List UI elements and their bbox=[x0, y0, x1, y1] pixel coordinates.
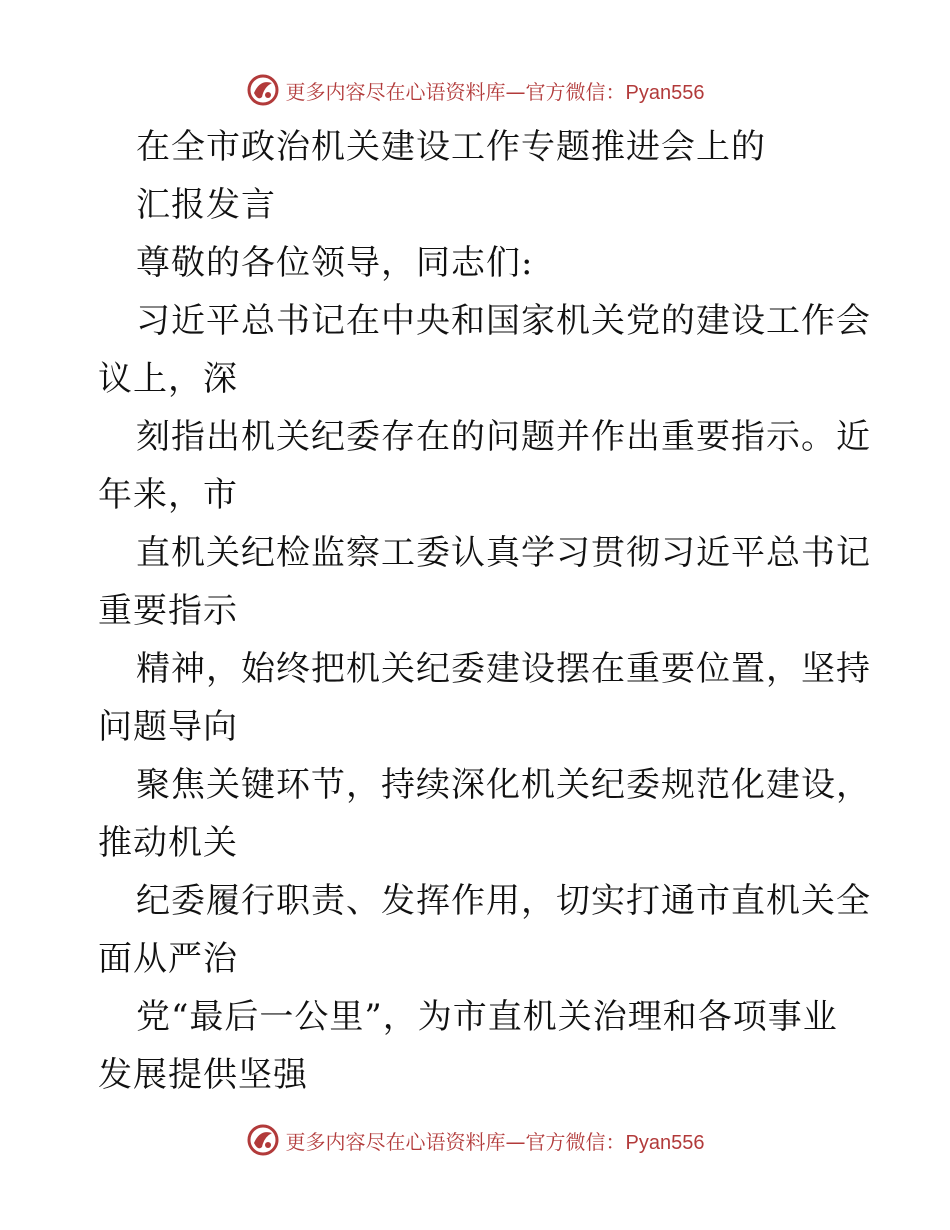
footer-banner bbox=[0, 1120, 950, 1160]
doc-line: 聚焦关键环节，持续深化机关纪委规范化建设， bbox=[136, 765, 871, 805]
footer-banner-text: 更多内容尽在心语资料库—官方微信：Pyan556 bbox=[285, 1129, 705, 1154]
doc-line: 发展提供坚强 bbox=[98, 1055, 308, 1095]
doc-salutation: 尊敬的各位领导，同志们: bbox=[136, 243, 534, 283]
doc-line: 年来，市 bbox=[98, 475, 238, 515]
doc-line: 党“最后一公里”，为市直机关治理和各项事业 bbox=[136, 997, 838, 1037]
doc-line: 问题导向 bbox=[98, 707, 238, 747]
doc-line: 习近平总书记在中央和国家机关党的建设工作会 bbox=[136, 301, 871, 341]
doc-title-line-1: 在全市政治机关建设工作专题推进会上的 bbox=[136, 127, 766, 167]
doc-line: 议上，深 bbox=[98, 359, 238, 399]
document-body bbox=[98, 118, 871, 1104]
red-swirl-logo-icon bbox=[246, 1123, 280, 1157]
header-banner-text: 更多内容尽在心语资料库—官方微信：Pyan556 bbox=[285, 79, 705, 104]
doc-line: 推动机关 bbox=[98, 823, 238, 863]
doc-line: 纪委履行职责、发挥作用，切实打通市直机关全 bbox=[136, 881, 871, 921]
doc-title-line-2: 汇报发言 bbox=[136, 185, 276, 225]
doc-line: 刻指出机关纪委存在的问题并作出重要指示。近 bbox=[136, 417, 871, 457]
footer-wechat-id: Pyan556 bbox=[625, 1131, 705, 1154]
doc-line: 重要指示 bbox=[98, 591, 238, 631]
header-banner bbox=[0, 70, 950, 110]
red-swirl-logo-icon bbox=[246, 73, 280, 107]
header-wechat-id: Pyan556 bbox=[625, 81, 705, 104]
doc-line: 精神，始终把机关纪委建设摆在重要位置，坚持 bbox=[136, 649, 871, 689]
doc-line: 面从严治 bbox=[98, 939, 238, 979]
doc-line: 直机关纪检监察工委认真学习贯彻习近平总书记 bbox=[136, 533, 871, 573]
